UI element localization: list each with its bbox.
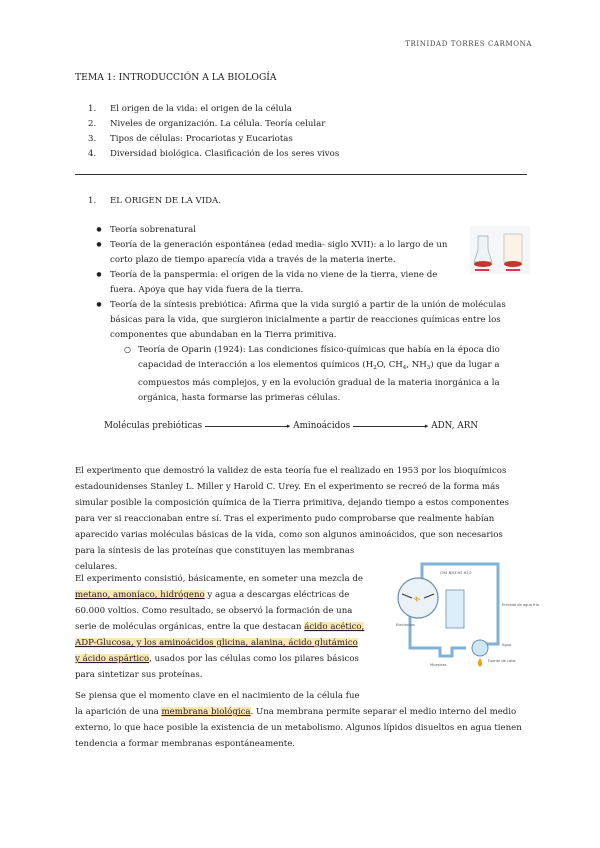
paragraph-line: simular posible la composición química de la Tierra primitiva, dejando tiempo a estos componentes — [75, 498, 510, 508]
label-samples: Muestras — [430, 663, 447, 667]
flow-adn-arn: ADN, ARN — [431, 421, 479, 431]
author-header: TRINIDAD TORRES CARMONA — [405, 40, 532, 48]
highlight-aspartic: y ácido aspártico — [75, 654, 150, 664]
bullet-sobrenatural: ● Teoría sobrenatural — [96, 225, 196, 235]
oparin-line: compuestos más complejos, y en la evolución gradual de la materia inorgánica a la — [138, 378, 500, 388]
toc-item-1: 1. El origen de la vida: el origen de la célula — [88, 104, 292, 114]
condenser — [446, 590, 464, 628]
toc-item-3: 3. Tipos de células: Procariotas y Eucariotas — [88, 134, 293, 144]
paragraph-line: 60.000 voltios. Como resultado, se observó la formación de una — [75, 606, 353, 616]
oparin-line: capacidad de interacción a los elementos químicos ($H_2O$, $CH_4$, $NH_3$) que da lugar a — [138, 360, 500, 371]
meat-right — [504, 261, 522, 267]
paragraph-line: metano, amoníaco, hidrógeno y agua a descargas eléctricas de — [75, 590, 350, 600]
highlight-gases: metano, amoníaco, hidrógeno — [75, 590, 205, 600]
paragraph-line: estadounidenses Stanley L. Miller y Harold C. Urey. En el experimento se recreó de la forma más — [75, 482, 500, 492]
page-title: TEMA 1: INTRODUCCIÓN A LA BIOLOGÍA — [75, 72, 277, 83]
flame-icon — [478, 658, 482, 667]
paragraph-line: y ácido aspártico, usados por las células como los pilares básicos — [75, 654, 359, 664]
paragraph-line: para sintetizar sus proteínas. — [75, 670, 203, 680]
label-heat: Fuente de calor — [488, 659, 516, 663]
flow-prebiotic: Moléculas prebióticas — [104, 421, 203, 431]
toc-item-4: 4. Diversidad biológica. Clasificación de los seres vivos — [88, 149, 340, 159]
bullet-panspermia: ● Teoría de la panspermia: el origen de la vida no viene de la tierra, viene de — [96, 270, 438, 280]
paragraph-line: aparecido varias moléculas básicas de la vida, como son algunos aminoácidos, que son necesarios — [75, 530, 503, 540]
section-heading: 1. EL ORIGEN DE LA VIDA. — [88, 196, 221, 206]
flow-arrow-1 — [205, 426, 287, 427]
molecule-flow: Moléculas prebióticas ▸ Aminoácidos ▸ ADN, ARN — [104, 421, 479, 431]
paragraph-line: para ver si reaccionaban entre sí. Tras el experimento pudo comprobarse que realmente habían — [75, 514, 495, 524]
bullet-line: básicas para la vida, que surgieron inicialmente a partir de reacciones químicas entre los — [110, 315, 501, 325]
label-left — [475, 269, 489, 271]
membrane-paragraph — [75, 690, 527, 750]
paragraph-line: celulares. — [75, 562, 118, 572]
bullet-line: componentes que abundaban en la Tierra primitiva. — [110, 330, 337, 340]
label-gases: CH4 NH3 H2 H2O — [440, 571, 472, 575]
paragraph-line: para la síntesis de las proteínas que constituyen las membranas — [75, 546, 355, 556]
flasks-illustration — [470, 226, 530, 274]
label-condenser: Entrada de agua fría — [502, 603, 539, 607]
divider — [75, 174, 527, 175]
theories-list — [88, 224, 506, 404]
paragraph-line: serie de moléculas orgánicas, entre la que destacan ácido acético, — [75, 622, 365, 632]
label-electrodes: Electrodos — [396, 623, 415, 627]
highlight-acetic: ácido acético, — [304, 622, 365, 632]
paragraph-line: Se piensa que el momento clave en el nacimiento de la célula fue — [75, 691, 360, 701]
paragraph-line: El experimento consistió, básicamente, en someter una mezcla de — [75, 574, 363, 584]
bullet-line: corto plazo de tiempo aparecía vida a través de la materia inerte. — [110, 255, 396, 265]
flow-aminoacids: Aminoácidos — [293, 421, 351, 431]
experiment-procedure — [75, 573, 369, 681]
oparin-line: orgánica, hasta formarse las primeras células. — [138, 393, 341, 403]
miller-urey-diagram — [380, 556, 539, 668]
paragraph-line: externo, lo que hace posible la existencia de un metabolismo. Algunos lípidos disueltos en agua tienen — [75, 723, 522, 733]
bullet-generacion-espontanea: ● Teoría de la generación espontánea (edad media- siglo XVII): a lo largo de un — [96, 240, 448, 250]
paragraph-line: tendencia a formar membranas espontáneamente. — [75, 739, 296, 749]
flow-arrow-2 — [353, 426, 425, 427]
highlight-aminoacids: ADP-Glucosa, y los aminoácidos glicina, alanina, ácido glutámico — [75, 638, 358, 648]
meat-left — [474, 261, 492, 267]
bullet-sintesis-prebiotica: ● Teoría de la síntesis prebiótica: Afirma que la vida surgió a partir de la unión de moléculas — [96, 300, 506, 310]
sub-bullet-oparin: ○ Teoría de Oparin (1924): Las condiciones físico-químicas que había en la época dio — [124, 345, 500, 355]
jar-covered — [504, 234, 522, 262]
label-water: Agua — [502, 643, 512, 647]
label-right — [506, 269, 520, 271]
bullet-line: fuera. Apoya que hay vida fuera de la tierra. — [110, 285, 304, 295]
paragraph-line: la aparición de una membrana biológica. Una membrana permite separar el medio interno del medio — [75, 707, 517, 717]
paragraph-line: El experimento que demostró la validez de esta teoría fue el realizado en 1953 por los bioquímicos — [75, 466, 507, 476]
water-flask — [472, 640, 488, 656]
toc-item-2: 2. Niveles de organización. La célula. Teoría celular — [88, 119, 326, 129]
highlight-membrana: membrana biológica — [161, 707, 251, 717]
paragraph-line — [75, 637, 369, 649]
table-of-contents — [88, 103, 339, 160]
